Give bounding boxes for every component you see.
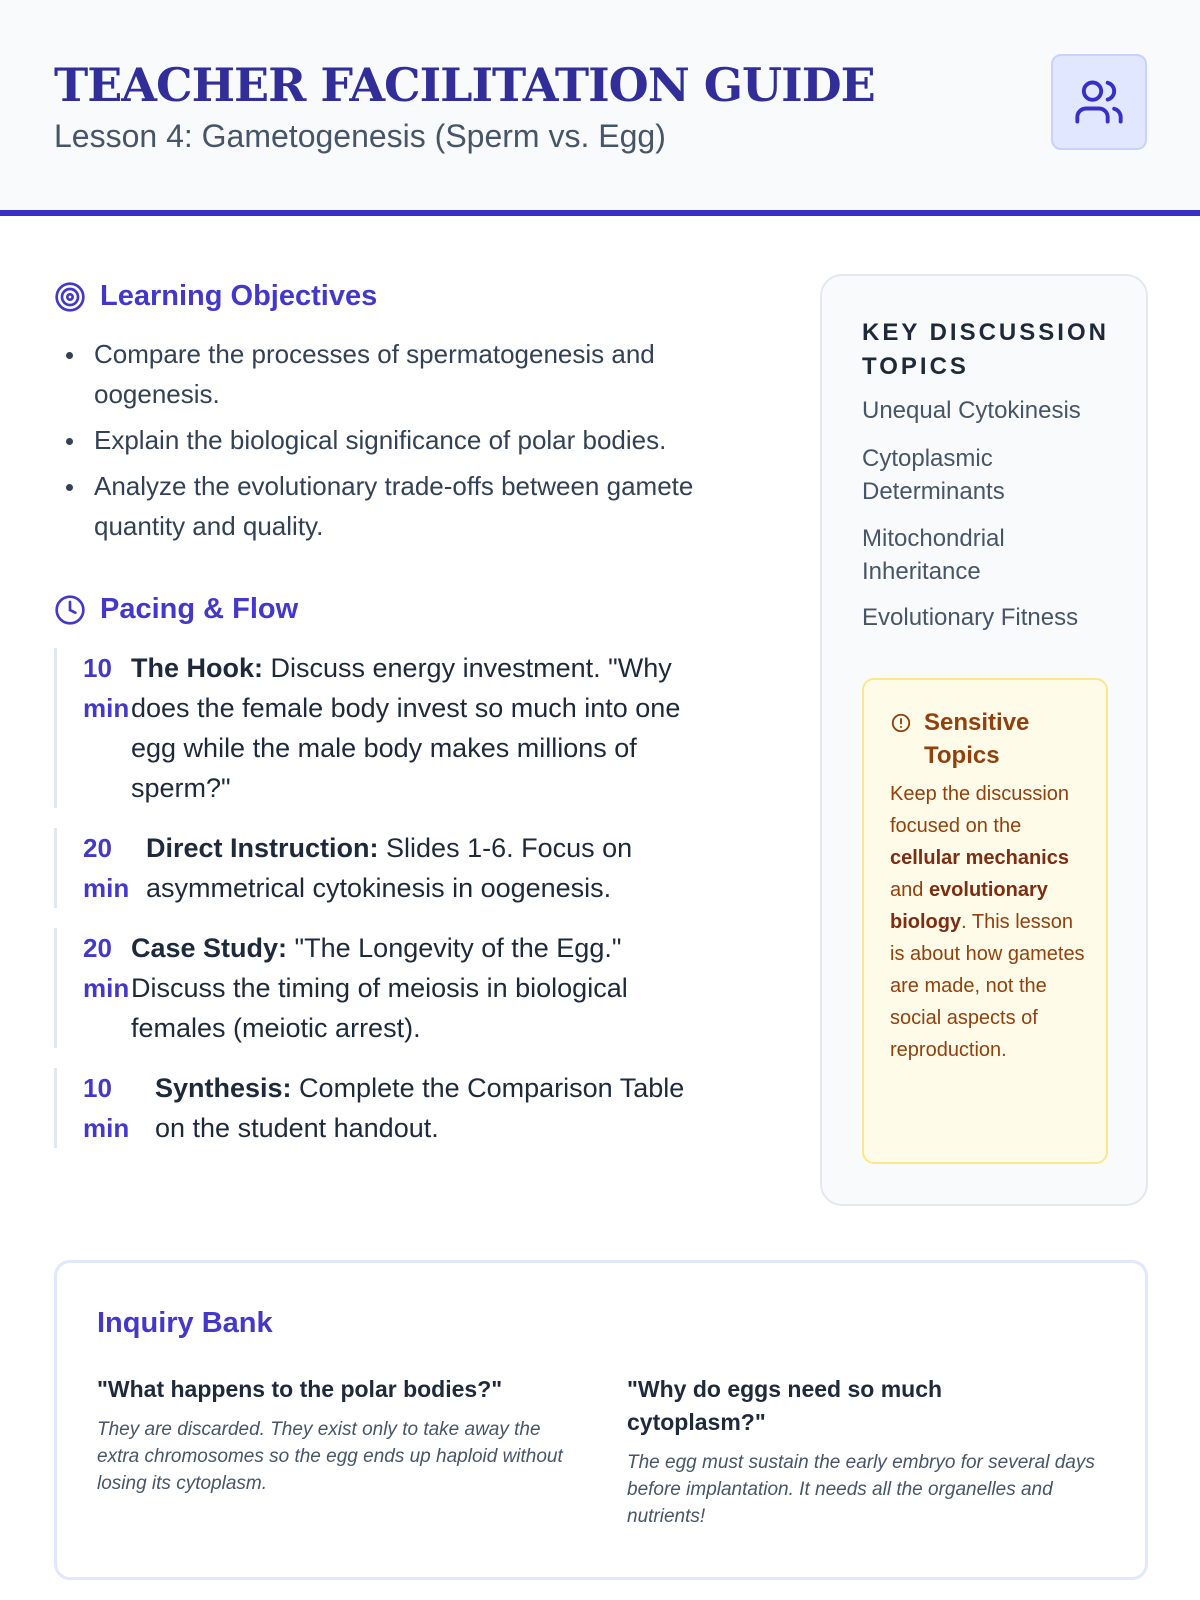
pacing-description <box>131 648 731 808</box>
objectives-header <box>54 280 377 313</box>
key-topics-card <box>820 274 1148 1206</box>
alert-text: . This lesson is about how gametes are made, not the social aspects of reproduction. <box>890 911 1085 1061</box>
lesson-subtitle: Lesson 4: Gametogenesis (Sperm vs. Egg) <box>54 118 666 154</box>
inquiry-item <box>627 1373 1107 1530</box>
topic-item: Cytoplasmic Determinants <box>862 445 1005 505</box>
objective-item: Analyze the evolutionary trade-offs between gamete quantity and quality. <box>64 466 764 546</box>
pacing-row <box>54 928 764 1048</box>
pacing-time: 10 min <box>83 1073 130 1143</box>
pacing-text: "The Longevity of the Egg." Discuss the timing of meiosis in biological females (meiotic arrest). <box>131 933 628 1043</box>
pacing-description <box>131 928 691 1048</box>
alert-emphasis: cellular mechanics <box>890 847 1069 869</box>
inquiry-answer: The egg must sustain the early embryo for several days before implantation. It needs all the organelles and nutrients! <box>627 1452 1095 1527</box>
alert-header <box>890 706 1074 772</box>
pacing-text: Complete the Comparison Table on the student handout. <box>155 1073 685 1143</box>
objectives-list <box>64 334 764 552</box>
page-title: TEACHER FACILITATION GUIDE <box>54 58 875 112</box>
inquiry-bank <box>54 1260 1148 1580</box>
pacing-heading: Pacing & Flow <box>100 593 299 625</box>
users-icon <box>1073 76 1125 128</box>
pacing-label: Synthesis: <box>155 1073 292 1103</box>
pacing-row <box>54 828 764 908</box>
pacing-time: 20 min <box>83 933 130 1003</box>
topic-item: Evolutionary Fitness <box>862 604 1079 631</box>
alert-emphasis: evolutionary biology <box>890 879 1048 933</box>
pacing-row <box>54 648 764 808</box>
pacing-description <box>146 828 706 908</box>
target-icon <box>54 281 86 313</box>
alert-text: Keep the discussion focused on the <box>890 783 1070 837</box>
topic-item: Mitochondrial Inheritance <box>862 525 1005 585</box>
pacing-header <box>54 593 298 626</box>
inquiry-answer: They are discarded. They exist only to take away the extra chromosomes so the egg ends up haploid without losing its cytoplasm. <box>97 1419 563 1494</box>
sensitive-topics-alert <box>862 678 1108 1164</box>
key-topics-title: KEY DISCUSSION TOPICS <box>862 319 1109 380</box>
pacing-time: 20 min <box>83 833 130 903</box>
page-header <box>0 0 1200 216</box>
inquiry-heading: Inquiry Bank <box>97 1307 273 1339</box>
inquiry-item <box>97 1373 567 1497</box>
pacing-time: 10 min <box>83 653 130 723</box>
users-badge <box>1051 54 1147 150</box>
objective-item: Compare the processes of spermatogenesis and oogenesis. <box>64 334 764 414</box>
pacing-text: Discuss energy investment. "Why does the female body invest so much into one egg while the male body makes millions of sperm?" <box>131 653 681 803</box>
pacing-label: The Hook: <box>131 653 263 683</box>
alert-title: Sensitive Topics <box>924 709 1030 769</box>
topic-item: Unequal Cytokinesis <box>862 397 1081 424</box>
pacing-label: Case Study: <box>131 933 288 963</box>
objectives-heading: Learning Objectives <box>100 280 378 312</box>
alert-circle-icon <box>890 712 912 734</box>
alert-text: and <box>890 879 929 901</box>
inquiry-question: "What happens to the polar bodies?" <box>97 1376 503 1402</box>
inquiry-question: "Why do eggs need so much cytoplasm?" <box>627 1376 943 1435</box>
pacing-description <box>155 1068 715 1148</box>
alert-body <box>890 778 1090 1066</box>
clock-icon <box>54 594 86 626</box>
objective-item: Explain the biological significance of polar bodies. <box>64 420 764 460</box>
pacing-label: Direct Instruction: <box>146 833 379 863</box>
pacing-text: Slides 1-6. Focus on asymmetrical cytokinesis in oogenesis. <box>146 833 633 903</box>
pacing-row <box>54 1068 764 1148</box>
